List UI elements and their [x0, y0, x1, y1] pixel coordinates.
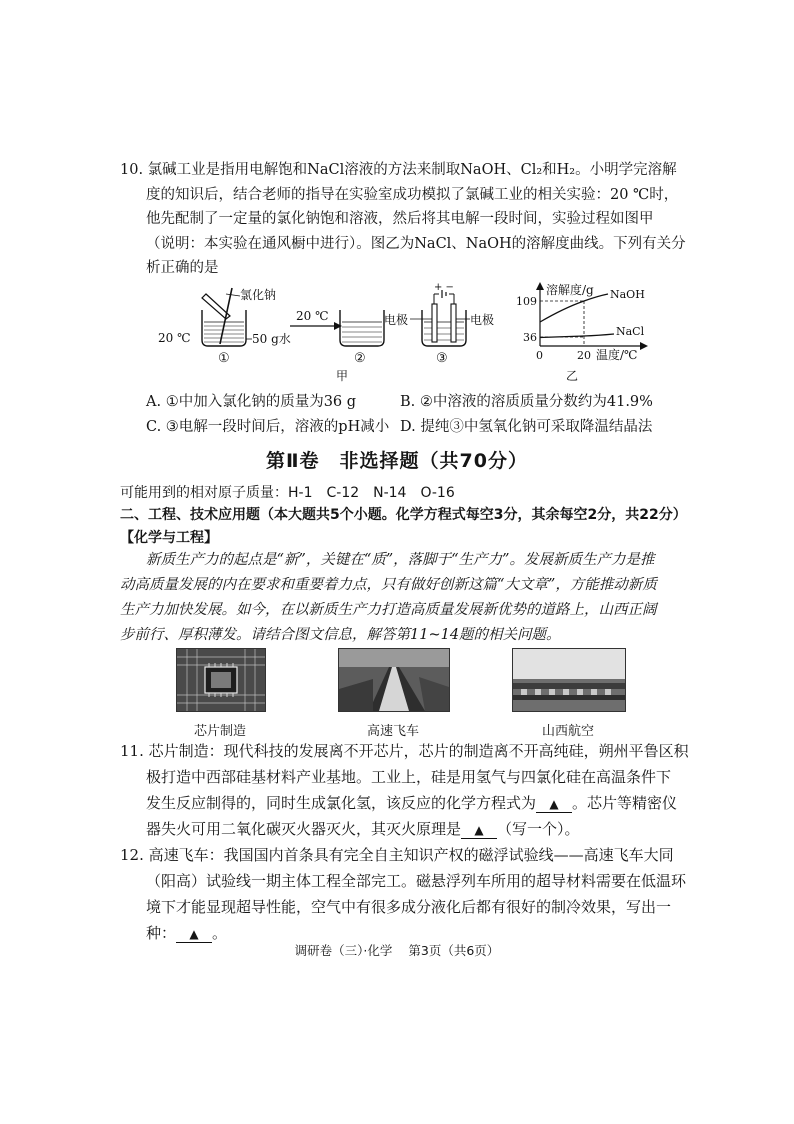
- salt-label: 氯化钠: [240, 288, 277, 302]
- footer-exam-name: 调研卷（三）·化学: [294, 943, 393, 958]
- q11-line-2: 极打造中西部硅基材料产业基地。工业上，硅是用氢气与四氯化硅在高温条件下: [146, 768, 672, 786]
- q12-answer-blank[interactable]: ▲: [176, 926, 212, 943]
- aerospace-photo: [512, 648, 626, 712]
- q11-line-4: [120, 816, 680, 842]
- q10-line-3: 他先配制了一定量的氯化钠饱和溶液，然后将其电解一段时间，实验过程如图甲: [146, 211, 654, 227]
- chip-photo: [176, 648, 266, 712]
- atomic-masses: 可能用到的相对原子质量：H-1 C-12 N-14 O-16: [120, 485, 455, 501]
- step-3-label: ③: [436, 351, 448, 366]
- y-tick-109: 109: [516, 295, 537, 308]
- x-axis-arrow: [640, 342, 648, 350]
- q10-line-1: 10. 氯碱工业是指用电解饱和NaCl溶液的方法来制取NaOH、Cl₂和H₂。小明学完溶解: [120, 162, 677, 178]
- nacl-label: NaCl: [616, 325, 645, 338]
- q10-options: [146, 390, 686, 440]
- q11-line-3: [120, 790, 680, 816]
- q12-line-4-text-b: 。: [212, 924, 228, 942]
- question-10: [120, 158, 686, 281]
- step-2-label: ②: [354, 351, 366, 366]
- temp-left-label: 20 ℃: [158, 331, 191, 345]
- intro-line-3: 生产力加快发展。如今，在以新质生产力打造高质量发展新优势的道路上，山西正阔: [120, 602, 657, 618]
- q12-line-1: 12. 高速飞车：我国国内首条具有完全自主知识产权的磁浮试验线——高速飞车大同: [120, 846, 674, 864]
- subject-label: 【化学与工程】: [120, 530, 218, 546]
- electrode-right-label: 电极: [470, 313, 495, 327]
- q10-line-5: 析正确的是: [146, 260, 219, 276]
- y-tick-36: 36: [523, 331, 537, 344]
- option-row-ab: [146, 390, 686, 415]
- q10-line-2: 度的知识后，结合老师的指导在实验室成功模拟了氯碱工业的相关实验：20 ℃时，: [146, 186, 679, 203]
- intro-line-2: 动高质量发展的内在要求和重要着力点，只有做好创新这篇“大文章”，方能推动新质: [120, 577, 657, 593]
- question-12: [120, 842, 687, 946]
- train-caption: 高速飞车: [366, 724, 419, 739]
- q11-line-1: 11. 芯片制造：现代科技的发展离不开芯片，芯片的制造离不开高纯硅，朔州平鲁区积: [120, 742, 689, 760]
- plus-minus-label: + −: [434, 282, 454, 293]
- q12-line-4-text-a: 种：: [146, 924, 177, 942]
- train-photo: [338, 648, 450, 712]
- section-title: 第Ⅱ卷 非选择题（共70分）: [266, 450, 528, 472]
- x-tick-20: 20: [577, 349, 591, 362]
- intro-paragraph: [120, 548, 680, 648]
- q10-line-4: （说明：本实验在通风橱中进行）。图乙为NaCl、NaOH的溶解度曲线。下列有关分: [146, 235, 686, 252]
- intro-line-1: 新质生产力的起点是“新”，关键在“质”，落脚于“生产力”。发展新质生产力是推: [146, 552, 655, 568]
- footer-page-number: 第3页（共6页）: [408, 943, 500, 958]
- q11-answer-blank-1[interactable]: ▲: [536, 796, 572, 813]
- water-label: 50 g水: [252, 332, 291, 346]
- chip-caption: 芯片制造: [193, 724, 246, 739]
- beaker-2: [340, 310, 384, 346]
- q11-line-4-text-a: 器失火可用二氧化碳灭火器灭火，其灭火原理是: [146, 820, 462, 838]
- figure-yi-caption: 乙: [566, 369, 579, 382]
- option-b: B. ②中溶液的溶质质量分数约为41.9%: [400, 394, 653, 410]
- salt-pointer: [226, 294, 240, 296]
- q11-line-3-text-a: 发生反应制得的，同时生成氯化氢，该反应的化学方程式为: [146, 794, 537, 812]
- part2-title: 二、工程、技术应用题（本大题共5个小题。化学方程式每空3分，其余每空2分，共22分）: [120, 507, 687, 523]
- step-1-label: ①: [218, 351, 230, 366]
- figure-jia-caption: 甲: [336, 369, 349, 382]
- electrode-left-label: 电极: [384, 313, 409, 327]
- beaker-3: [422, 290, 466, 346]
- y-axis-arrow: [536, 282, 544, 290]
- option-c: C. ③电解一段时间后，溶液的pH减小: [146, 419, 390, 435]
- q12-line-2: （阳高）试验线一期主体工程全部完工。磁悬浮列车所用的超导材料需要在低温环: [146, 872, 687, 890]
- process-arrowhead: [334, 322, 342, 330]
- x-tick-0: 0: [536, 349, 543, 362]
- question-11: [120, 738, 689, 842]
- page-footer: [0, 941, 794, 959]
- q11-line-4-text-b: （写一个）。: [497, 820, 580, 838]
- x-axis-label: 温度/℃: [596, 348, 638, 362]
- intro-line-4: 步前行、厚积薄发。请结合图文信息，解答第11~14题的相关问题。: [120, 627, 561, 643]
- aerospace-caption: 山西航空: [541, 724, 594, 739]
- y-axis-label: 溶解度/g: [546, 283, 594, 297]
- q10-figures: [140, 282, 680, 382]
- q11-line-3-text-b: 。芯片等精密仪: [572, 794, 678, 812]
- option-d: D. 提纯③中氢氧化钠可采取降温结晶法: [400, 419, 653, 435]
- option-row-cd: [146, 415, 686, 440]
- q11-answer-blank-2[interactable]: ▲: [461, 822, 497, 839]
- arrow-temp-label: 20 ℃: [296, 309, 329, 323]
- q12-line-3: 境下才能显现超导性能，空气中有很多成分液化后都有很好的制冷效果，写出一: [146, 898, 672, 916]
- figure-svg: [140, 282, 680, 382]
- naoh-label: NaOH: [610, 288, 645, 301]
- solubility-chart: [516, 282, 648, 382]
- option-a: A. ①中加入氯化钠的质量为36 g: [146, 394, 357, 410]
- naoh-curve: [540, 294, 608, 322]
